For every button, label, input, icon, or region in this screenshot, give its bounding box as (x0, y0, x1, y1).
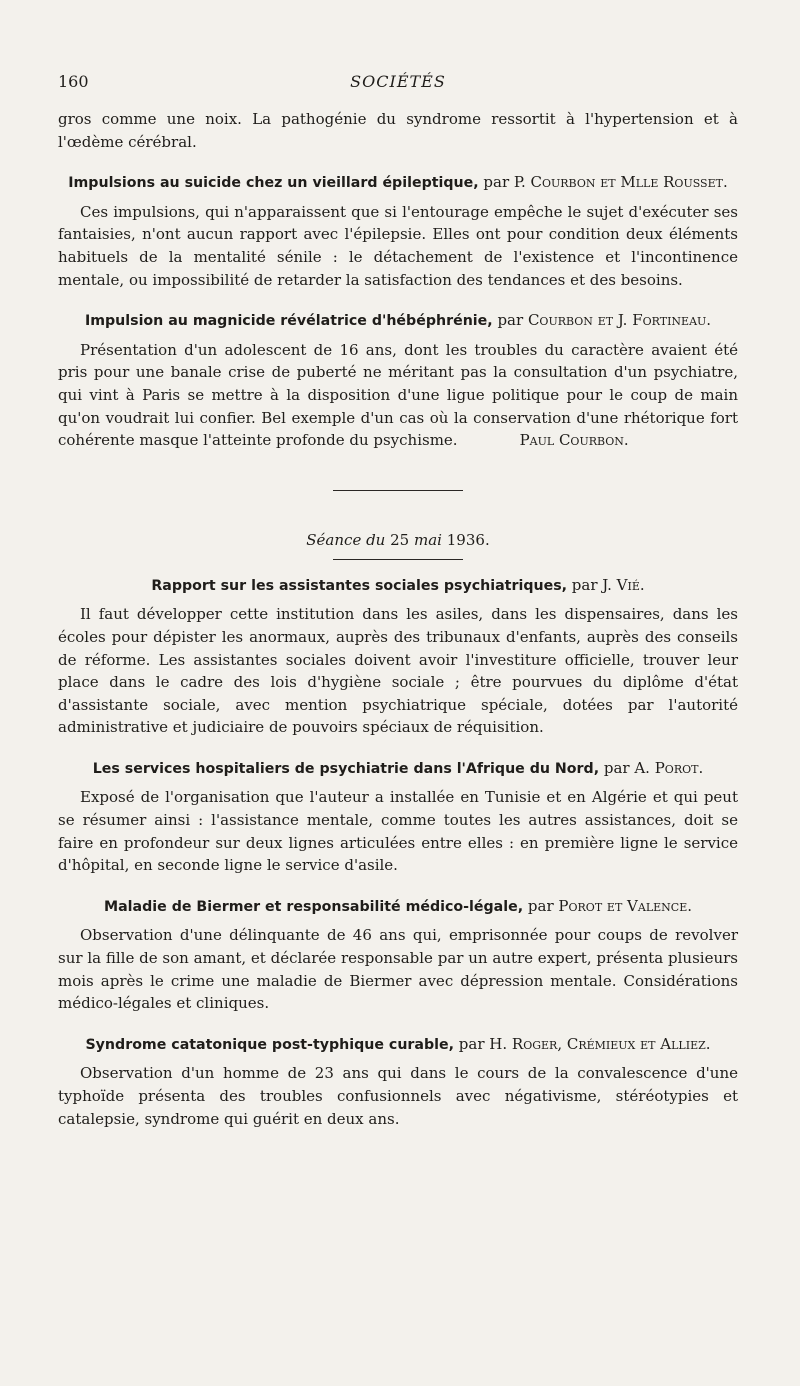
entry-authors: Vié. (616, 575, 645, 594)
entry-byline: par H. (454, 1034, 512, 1053)
entry-title (58, 574, 738, 598)
entry-title-text: Impulsion au magnicide révélatrice d'hébéphrénie, (84, 313, 493, 330)
separator-rule (333, 490, 463, 491)
entry-body-text: Observation d'une délinquante de 46 ans qui, emprisonnée pour coups de revolver sur la fille de son amant, et déclarée responsable par un autre expert, présenta plusieurs mois après le crime une maladie de Biermer avec dépression mentale. Considérations médico-légales et cliniques. (58, 926, 738, 1013)
session-day: 25 (390, 530, 410, 549)
entry-title-text: Les services hospitaliers de psychiatrie dans l'Afrique du Nord, (92, 760, 600, 777)
entry-body (58, 786, 738, 876)
entry-title (58, 1033, 738, 1057)
session-prefix: Séance du (306, 530, 386, 549)
session-heading (58, 531, 738, 549)
signature: Paul Courbon. (519, 431, 629, 450)
entry-body (58, 339, 738, 452)
page-body (58, 108, 738, 1130)
entry-authors: Porot. (654, 758, 704, 777)
entry-body-text: Présentation d'un adolescent de 16 ans, dont les troubles du caractère avaient été pris pour une banale crise de puberté ne méritant pas la consultation d'un psychiatre, qui vint à Paris se mettre à la disposition d'une ligue politique pour le coup de main qu'on voudrait lui confier. Bel exemple d'un cas où la conservation d'une rhétorique fort cohérente masque l'atteinte profonde du psychisme. (58, 340, 738, 450)
page-number: 160 (58, 72, 89, 91)
entry-body-text: Observation d'un homme de 23 ans qui dans le cours de la convalescence d'une typhoïde présenta des troubles confusionnels avec négativisme, stéréotypies et catalepsie, syndrome qui guérit en deux ans. (58, 1064, 738, 1128)
entry-title (58, 757, 738, 781)
entry-byline: par J. (567, 575, 617, 594)
entry-body-text: Exposé de l'organisation que l'auteur a installée en Tunisie et en Algérie et qui peut se résumer ainsi : l'assistance mentale, comme toutes les autres assistances, doit se faire en profondeur sur deux lignes articulées entre elles : en première ligne le service d'hôpital, en seconde ligne le service d'asile. (58, 788, 738, 875)
session-year: 1936. (446, 530, 490, 549)
section-session-25-mai (58, 574, 738, 1130)
entry-title-text: Rapport sur les assistantes sociales psychiatriques, (151, 577, 568, 594)
entry-byline: par (523, 896, 559, 915)
entry-body (58, 924, 738, 1014)
entry-byline: par (492, 311, 528, 330)
entry-byline: par P. (478, 173, 531, 192)
entry-title (58, 171, 738, 195)
entry-title-text: Maladie de Biermer et responsabilité médico-légale, (103, 898, 524, 915)
entry-authors: Roger, Crémieux et Alliez. (511, 1034, 711, 1053)
separator-rule (333, 559, 463, 560)
running-title: SOCIÉTÉS (350, 72, 446, 91)
entry-body-text: Il faut développer cette institution dans les asiles, dans les dispensaires, dans les écoles pour dépister les anormaux, auprès des tribunaux d'enfants, auprès des conseils de réforme. Les assistantes sociales doivent avoir l'investiture officielle, trouver leur place dans le cadre des lois d'hygiène sociale ; être pourvues du diplôme d'état d'assistante sociale, avec mention psychiatrique spéciale, dotées par l'autorité administrative et judiciaire de pouvoirs spéciaux de réquisition. (58, 605, 738, 737)
entry-body (58, 603, 738, 739)
entry-title-text: Impulsions au suicide chez un vieillard épileptique, (68, 175, 479, 192)
entry-authors: Courbon et Mlle Rousset. (530, 173, 728, 192)
session-month: mai (414, 530, 442, 549)
section-previous-session (58, 171, 738, 452)
entry-title (58, 895, 738, 919)
entry-body (58, 201, 738, 291)
entry-authors: Porot et Valence. (558, 896, 693, 915)
entry-byline: par A. (599, 758, 655, 777)
entry-body (58, 1062, 738, 1130)
entry-body-text: Ces impulsions, qui n'apparaissent que si l'entourage empêche le sujet d'exécuter ses fantaisies, n'ont aucun rapport avec l'épilepsie. Elles ont pour condition deux éléments habituels de la mentalité sénile : le détachement de l'existence et l'incontinence mentale, ou impossibilité de retarder la satisfaction des tendances et des besoins. (58, 202, 738, 289)
entry-title-text: Syndrome catatonique post-typhique curable, (85, 1036, 455, 1053)
intro-paragraph: gros comme une noix. La pathogénie du syndrome ressortit à l'hypertension et à l'œdème cérébral. (58, 110, 738, 151)
entry-title (58, 309, 738, 333)
page-header (58, 72, 738, 96)
entry-authors: Courbon et J. Fortineau. (527, 311, 712, 330)
